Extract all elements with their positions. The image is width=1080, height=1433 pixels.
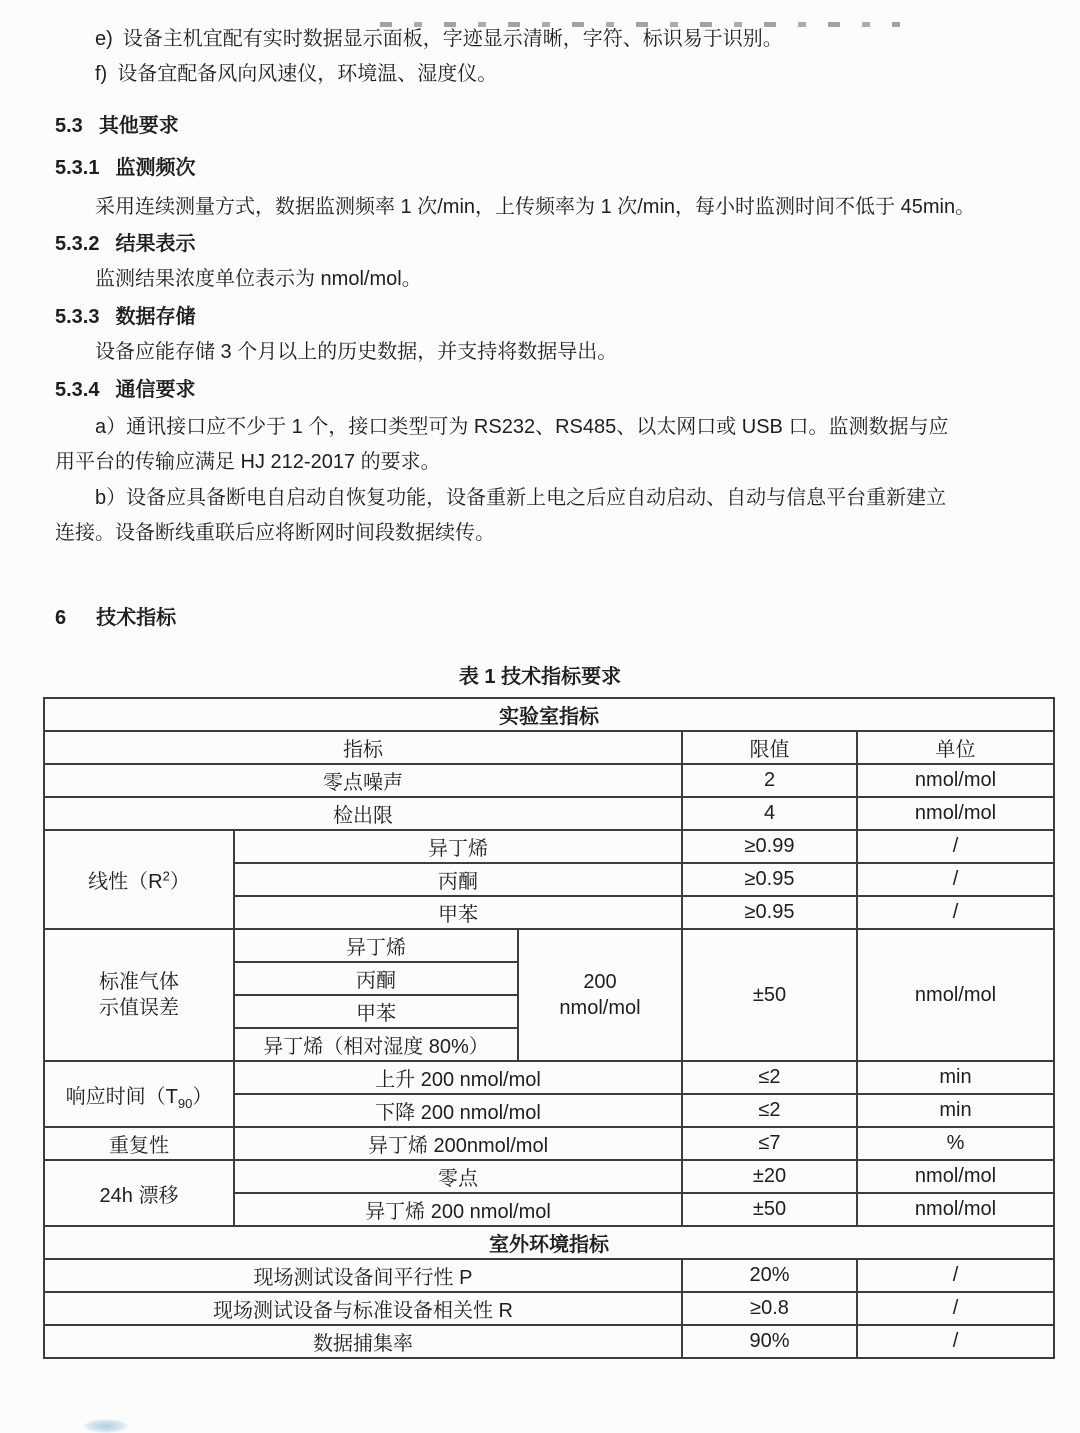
spec-table (43, 697, 1055, 1359)
paragraph-5-3-1: 采用连续测量方式，数据监测频率 1 次/min，上传频率为 1 次/min，每小时监测时间不低于 45min。 (95, 196, 976, 218)
concentration-value: 200 (583, 971, 617, 993)
cell-substance: 零点 (234, 1160, 682, 1193)
section-number: 5.3.2 (55, 233, 100, 255)
concentration-unit: nmol/mol (559, 997, 641, 1019)
cell-substance: 丙酮 (234, 863, 682, 896)
table-row-outdoor-section (44, 1226, 1054, 1259)
cell-outdoor-section-title: 室外环境指标 (44, 1226, 1054, 1259)
chapter-title: 技术指标 (96, 607, 177, 629)
table-row-stdgas-1 (44, 929, 1054, 962)
section-heading-5-3-3 (55, 300, 1025, 335)
cell-linearity-label (44, 830, 234, 929)
section-number: 5.3.4 (55, 379, 100, 401)
cell-unit: nmol/mol (857, 929, 1054, 1061)
paragraph-5-3-4a-line2: 用平台的传输应满足 HJ 212-2017 的要求。 (55, 451, 441, 473)
section-number: 5.3.1 (55, 157, 100, 179)
cell-substance: 异丁烯 200 nmol/mol (234, 1193, 682, 1226)
cell-substance: 下降 200 nmol/mol (234, 1094, 682, 1127)
response-label-close: ） (192, 1085, 213, 1108)
linearity-label-text: 线性（R (88, 871, 163, 893)
cell-limit: ±50 (682, 1193, 857, 1226)
table-row-lab-section (44, 698, 1054, 731)
chapter-number: 6 (55, 607, 67, 629)
cell-header-limit: 限值 (682, 731, 857, 764)
document-page (0, 22, 1080, 1433)
cell-substance: 丙酮 (234, 962, 518, 995)
clause-e-item (55, 22, 1025, 57)
cell-unit: min (857, 1094, 1054, 1127)
table-row-zero-noise (44, 764, 1054, 797)
cell-indicator: 检出限 (44, 797, 682, 830)
section-number: 5.3.3 (55, 306, 100, 328)
paragraph-5-3-4a-line1: a）通讯接口应不少于 1 个，接口类型可为 RS232、RS485、以太网口或 USB 口。监测数据与应 (95, 416, 949, 438)
cell-substance: 异丁烯 (234, 830, 682, 863)
table-row-linearity-1 (44, 830, 1054, 863)
paragraph-5-3-4b-line1: b）设备应具备断电自启动自恢复功能，设备重新上电之后应自动启动、自动与信息平台重新建立 (95, 487, 947, 509)
cell-indicator: 数据捕集率 (44, 1325, 682, 1358)
linearity-label-sup: 2 (162, 868, 170, 884)
section-title: 数据存储 (115, 306, 196, 328)
table-row-parallelism (44, 1259, 1054, 1292)
cell-limit: 20% (682, 1259, 857, 1292)
cell-substance: 甲苯 (234, 896, 682, 929)
cell-header-unit: 单位 (857, 731, 1054, 764)
clause-f-text: 设备宜配备风向风速仪，环境温、湿度仪。 (117, 63, 498, 85)
cell-substance: 异丁烯 (234, 929, 518, 962)
cell-limit: ≤2 (682, 1094, 857, 1127)
section-heading-5-3-4 (55, 373, 1025, 408)
stdgas-label-line1: 标准气体 (99, 971, 179, 993)
document-content (0, 22, 1080, 1359)
clause-f-item (55, 57, 1025, 92)
clause-e-label: e) (95, 28, 113, 50)
section-heading-5-3 (55, 109, 1025, 144)
table-row-response-1 (44, 1061, 1054, 1094)
section-number: 5.3 (55, 115, 83, 137)
cell-stdgas-label (44, 929, 234, 1061)
clause-f-label: f) (95, 63, 108, 85)
cell-limit: ≤2 (682, 1061, 857, 1094)
cell-unit: / (857, 896, 1054, 929)
section-title: 通信要求 (115, 379, 196, 401)
table-row-repeatability (44, 1127, 1054, 1160)
cell-unit: / (857, 1325, 1054, 1358)
cell-limit: 4 (682, 797, 857, 830)
ink-smudge (84, 1419, 128, 1433)
stdgas-label-line2: 示值误差 (99, 997, 179, 1019)
response-label-sub: 90 (177, 1095, 193, 1111)
cell-substance: 甲苯 (234, 995, 518, 1028)
cell-substance: 异丁烯 200nmol/mol (234, 1127, 682, 1160)
paragraph-5-3-3: 设备应能存储 3 个月以上的历史数据，并支持将数据导出。 (95, 341, 618, 363)
chapter-heading-6 (55, 601, 1025, 636)
cell-indicator: 现场测试设备与标准设备相关性 R (44, 1292, 682, 1325)
section-title: 结果表示 (115, 233, 196, 255)
cell-limit: ≥0.95 (682, 863, 857, 896)
cell-limit: ≥0.95 (682, 896, 857, 929)
cell-unit: nmol/mol (857, 1160, 1054, 1193)
table-row-correlation (44, 1292, 1054, 1325)
table-row-drift-1 (44, 1160, 1054, 1193)
cell-limit: ±50 (682, 929, 857, 1061)
cell-limit: 2 (682, 764, 857, 797)
cell-lab-section-title: 实验室指标 (44, 698, 1054, 731)
cell-limit: ≥0.99 (682, 830, 857, 863)
cell-unit: / (857, 830, 1054, 863)
cell-drift-label: 24h 漂移 (44, 1160, 234, 1226)
section-title: 其他要求 (98, 115, 179, 137)
cell-limit: 90% (682, 1325, 857, 1358)
cell-unit: nmol/mol (857, 764, 1054, 797)
cell-response-label (44, 1061, 234, 1127)
paragraph-5-3-4b-line2: 连接。设备断线重联后应将断网时间段数据续传。 (55, 522, 495, 544)
section-title: 监测频次 (115, 157, 196, 179)
clause-e-text: 设备主机宜配有实时数据显示面板，字迹显示清晰，字符、标识易于识别。 (122, 28, 783, 50)
cell-limit: ≥0.8 (682, 1292, 857, 1325)
response-label-text: 响应时间（T (65, 1085, 178, 1108)
section-heading-5-3-2 (55, 227, 1025, 262)
table-caption: 表 1 技术指标要求 (458, 666, 622, 688)
table-row-capture-rate (44, 1325, 1054, 1358)
cell-limit: ≤7 (682, 1127, 857, 1160)
cell-unit: nmol/mol (857, 797, 1054, 830)
cell-indicator: 零点噪声 (44, 764, 682, 797)
cell-unit: min (857, 1061, 1054, 1094)
cell-header-indicator: 指标 (44, 731, 682, 764)
cell-stdgas-concentration (518, 929, 682, 1061)
cell-substance: 上升 200 nmol/mol (234, 1061, 682, 1094)
paragraph-5-3-2: 监测结果浓度单位表示为 nmol/mol。 (95, 268, 422, 290)
cell-indicator: 现场测试设备间平行性 P (44, 1259, 682, 1292)
cell-unit: / (857, 863, 1054, 896)
cell-substance: 异丁烯（相对湿度 80%） (234, 1028, 518, 1061)
cell-unit: % (857, 1127, 1054, 1160)
section-heading-5-3-1 (55, 151, 1025, 186)
cell-unit: / (857, 1259, 1054, 1292)
table-row-headers (44, 731, 1054, 764)
cell-repeatability-label: 重复性 (44, 1127, 234, 1160)
cell-limit: ±20 (682, 1160, 857, 1193)
table-row-detection-limit (44, 797, 1054, 830)
cell-unit: / (857, 1292, 1054, 1325)
linearity-label-close: ） (169, 871, 190, 893)
cell-unit: nmol/mol (857, 1193, 1054, 1226)
